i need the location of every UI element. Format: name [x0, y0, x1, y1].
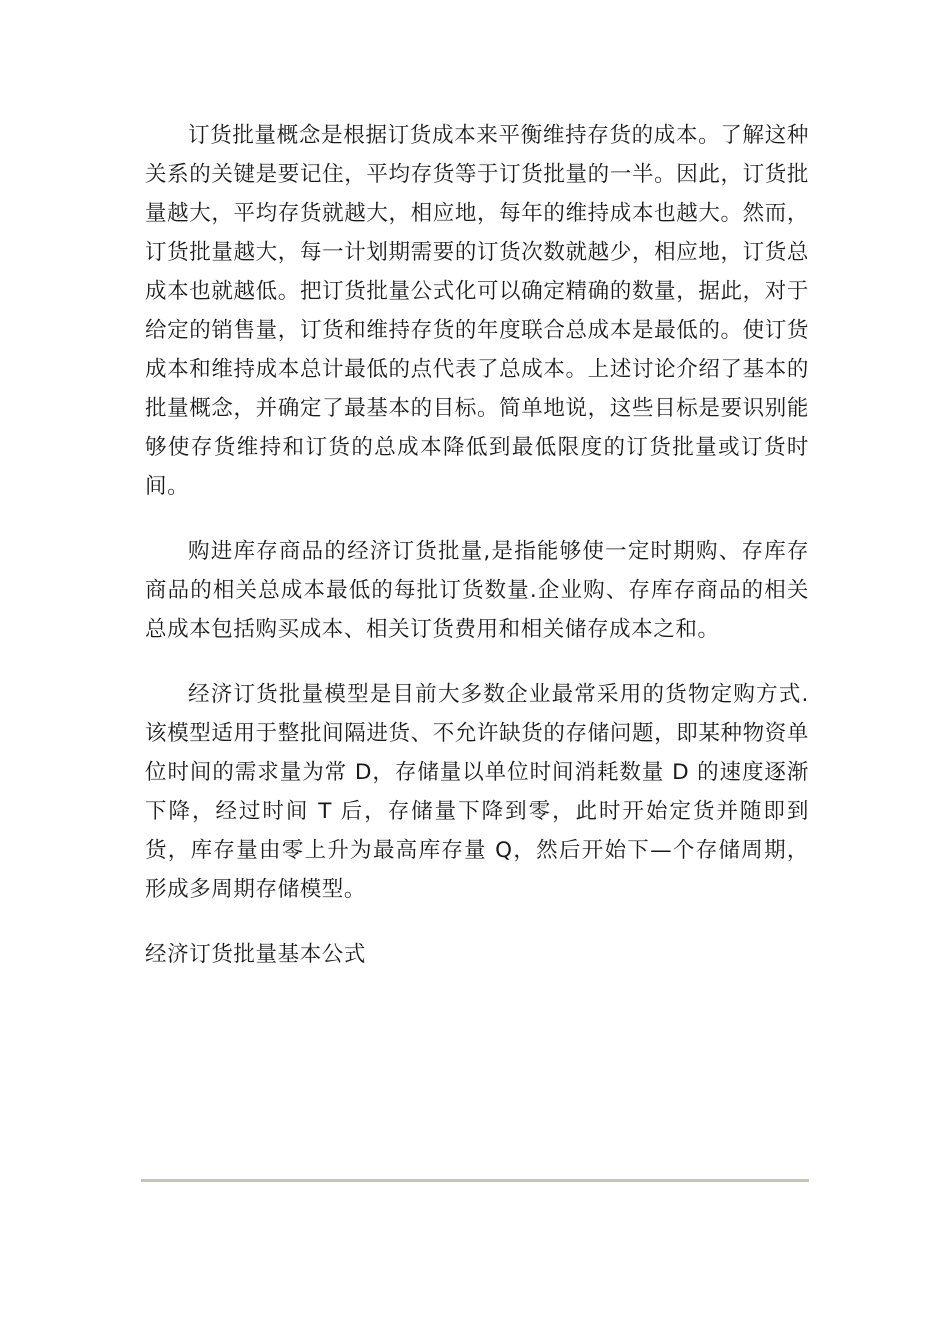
paragraph-order-batch-concept: 订货批量概念是根据订货成本来平衡维持存货的成本。了解这种关系的关键是要记住，平均存货等于订货批量的一半。因此，订货批量越大，平均存货就越大，相应地，每年的维持成本也越大。然而，订货批量越大，每一计划期需要的订货次数就越少，相应地，订货总成本也就越低。把订货批量公式化可以确定精确的数量，据此，对于给定的销售量，订货和维持存货的年度联合总成本是最低的。使订货成本和维持成本总计最低的点代表了总成本。上述讨论介绍了基本的批量概念，并确定了最基本的目标。简单地说，这些目标是要识别能够使存货维持和订货的总成本降低到最低限度的订货批量或订货时间。 [145, 123, 809, 499]
section-heading-eoq-formula: 经济订货批量基本公式 [145, 942, 367, 967]
paragraph-eoq-model-description: 经济订货批量模型是目前大多数企业最常采用的货物定购方式.该模型适用于整批间隔进货、不允许缺货的存储问题，即某种物资单位时间的需求量为常 D，存储量以单位时间消耗数量 D 的速度逐渐下降，经过时间 T 后，存储量下降到零，此时开始定货并随即到货，库存量由零上升为最高库存量 Q，然后开始下—个存储周期，形成多周期存储模型。 [145, 682, 809, 902]
document-body [145, 116, 809, 974]
horizontal-divider [141, 1179, 809, 1182]
paragraph-economic-order-quantity-definition: 购进库存商品的经济订货批量,是指能够使一定时期购、存库存商品的相关总成本最低的每批订货数量.企业购、存库存商品的相关总成本包括购买成本、相关订货费用和相关储存成本之和。 [145, 539, 809, 642]
